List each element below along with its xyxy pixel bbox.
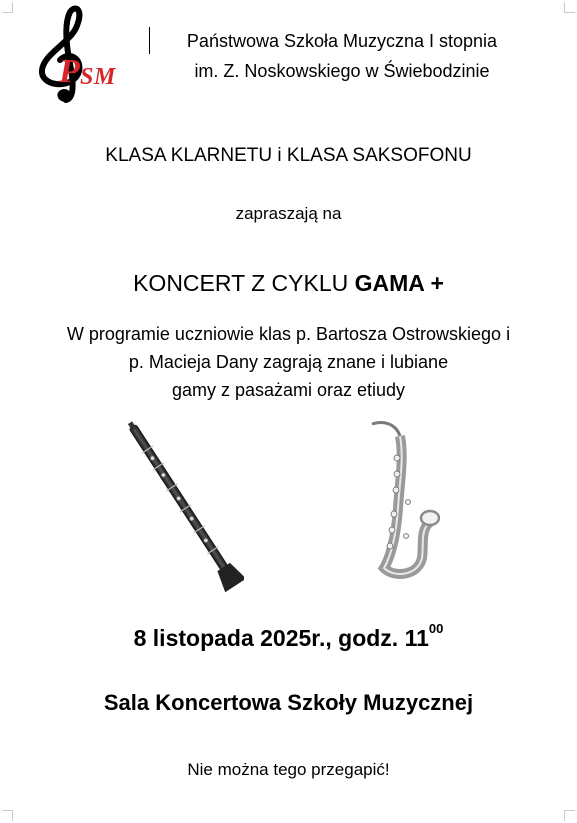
time-minutes: 00 (428, 621, 444, 637)
school-name-line: im. Z. Noskowskiego w Świebodzinie (194, 61, 490, 81)
concert-name: GAMA + (354, 270, 444, 296)
program-description (0, 320, 577, 404)
classes-heading: KLASA KLARNETU i KLASA SAKSOFONU (105, 145, 472, 166)
page-corner-mark (564, 2, 575, 13)
date-text: 8 listopada 2025r., godz. 11 (133, 625, 429, 651)
svg-text:S: S (80, 64, 94, 90)
concert-venue: Sala Koncertowa Szkoły Muzycznej (103, 690, 474, 715)
saxophone-image (360, 418, 440, 586)
school-name-line: Państwowa Szkoła Muzyczna I stopnia (186, 31, 498, 51)
page-corner-mark (564, 810, 575, 821)
page-corner-mark (2, 810, 13, 821)
page-corner-mark (2, 2, 13, 13)
clarinet-image (128, 418, 244, 598)
invite-text: zapraszają na (235, 204, 342, 223)
school-logo (26, 4, 122, 104)
program-line: W programie uczniowie klas p. Bartosza Ostrowskiego i (66, 324, 511, 344)
concert-title (0, 270, 577, 297)
program-line: gamy z pasażami oraz etiudy (171, 380, 406, 400)
svg-text:P: P (59, 53, 80, 90)
school-name (152, 26, 532, 86)
concert-date (0, 621, 577, 652)
program-line: p. Macieja Dany zagrają znane i lubiane (128, 352, 449, 372)
closing-text: Nie można tego przegapić! (187, 760, 390, 779)
text-cursor (149, 27, 150, 54)
concert-prefix: KONCERT Z CYKLU (133, 270, 355, 296)
svg-text:M: M (94, 64, 116, 90)
